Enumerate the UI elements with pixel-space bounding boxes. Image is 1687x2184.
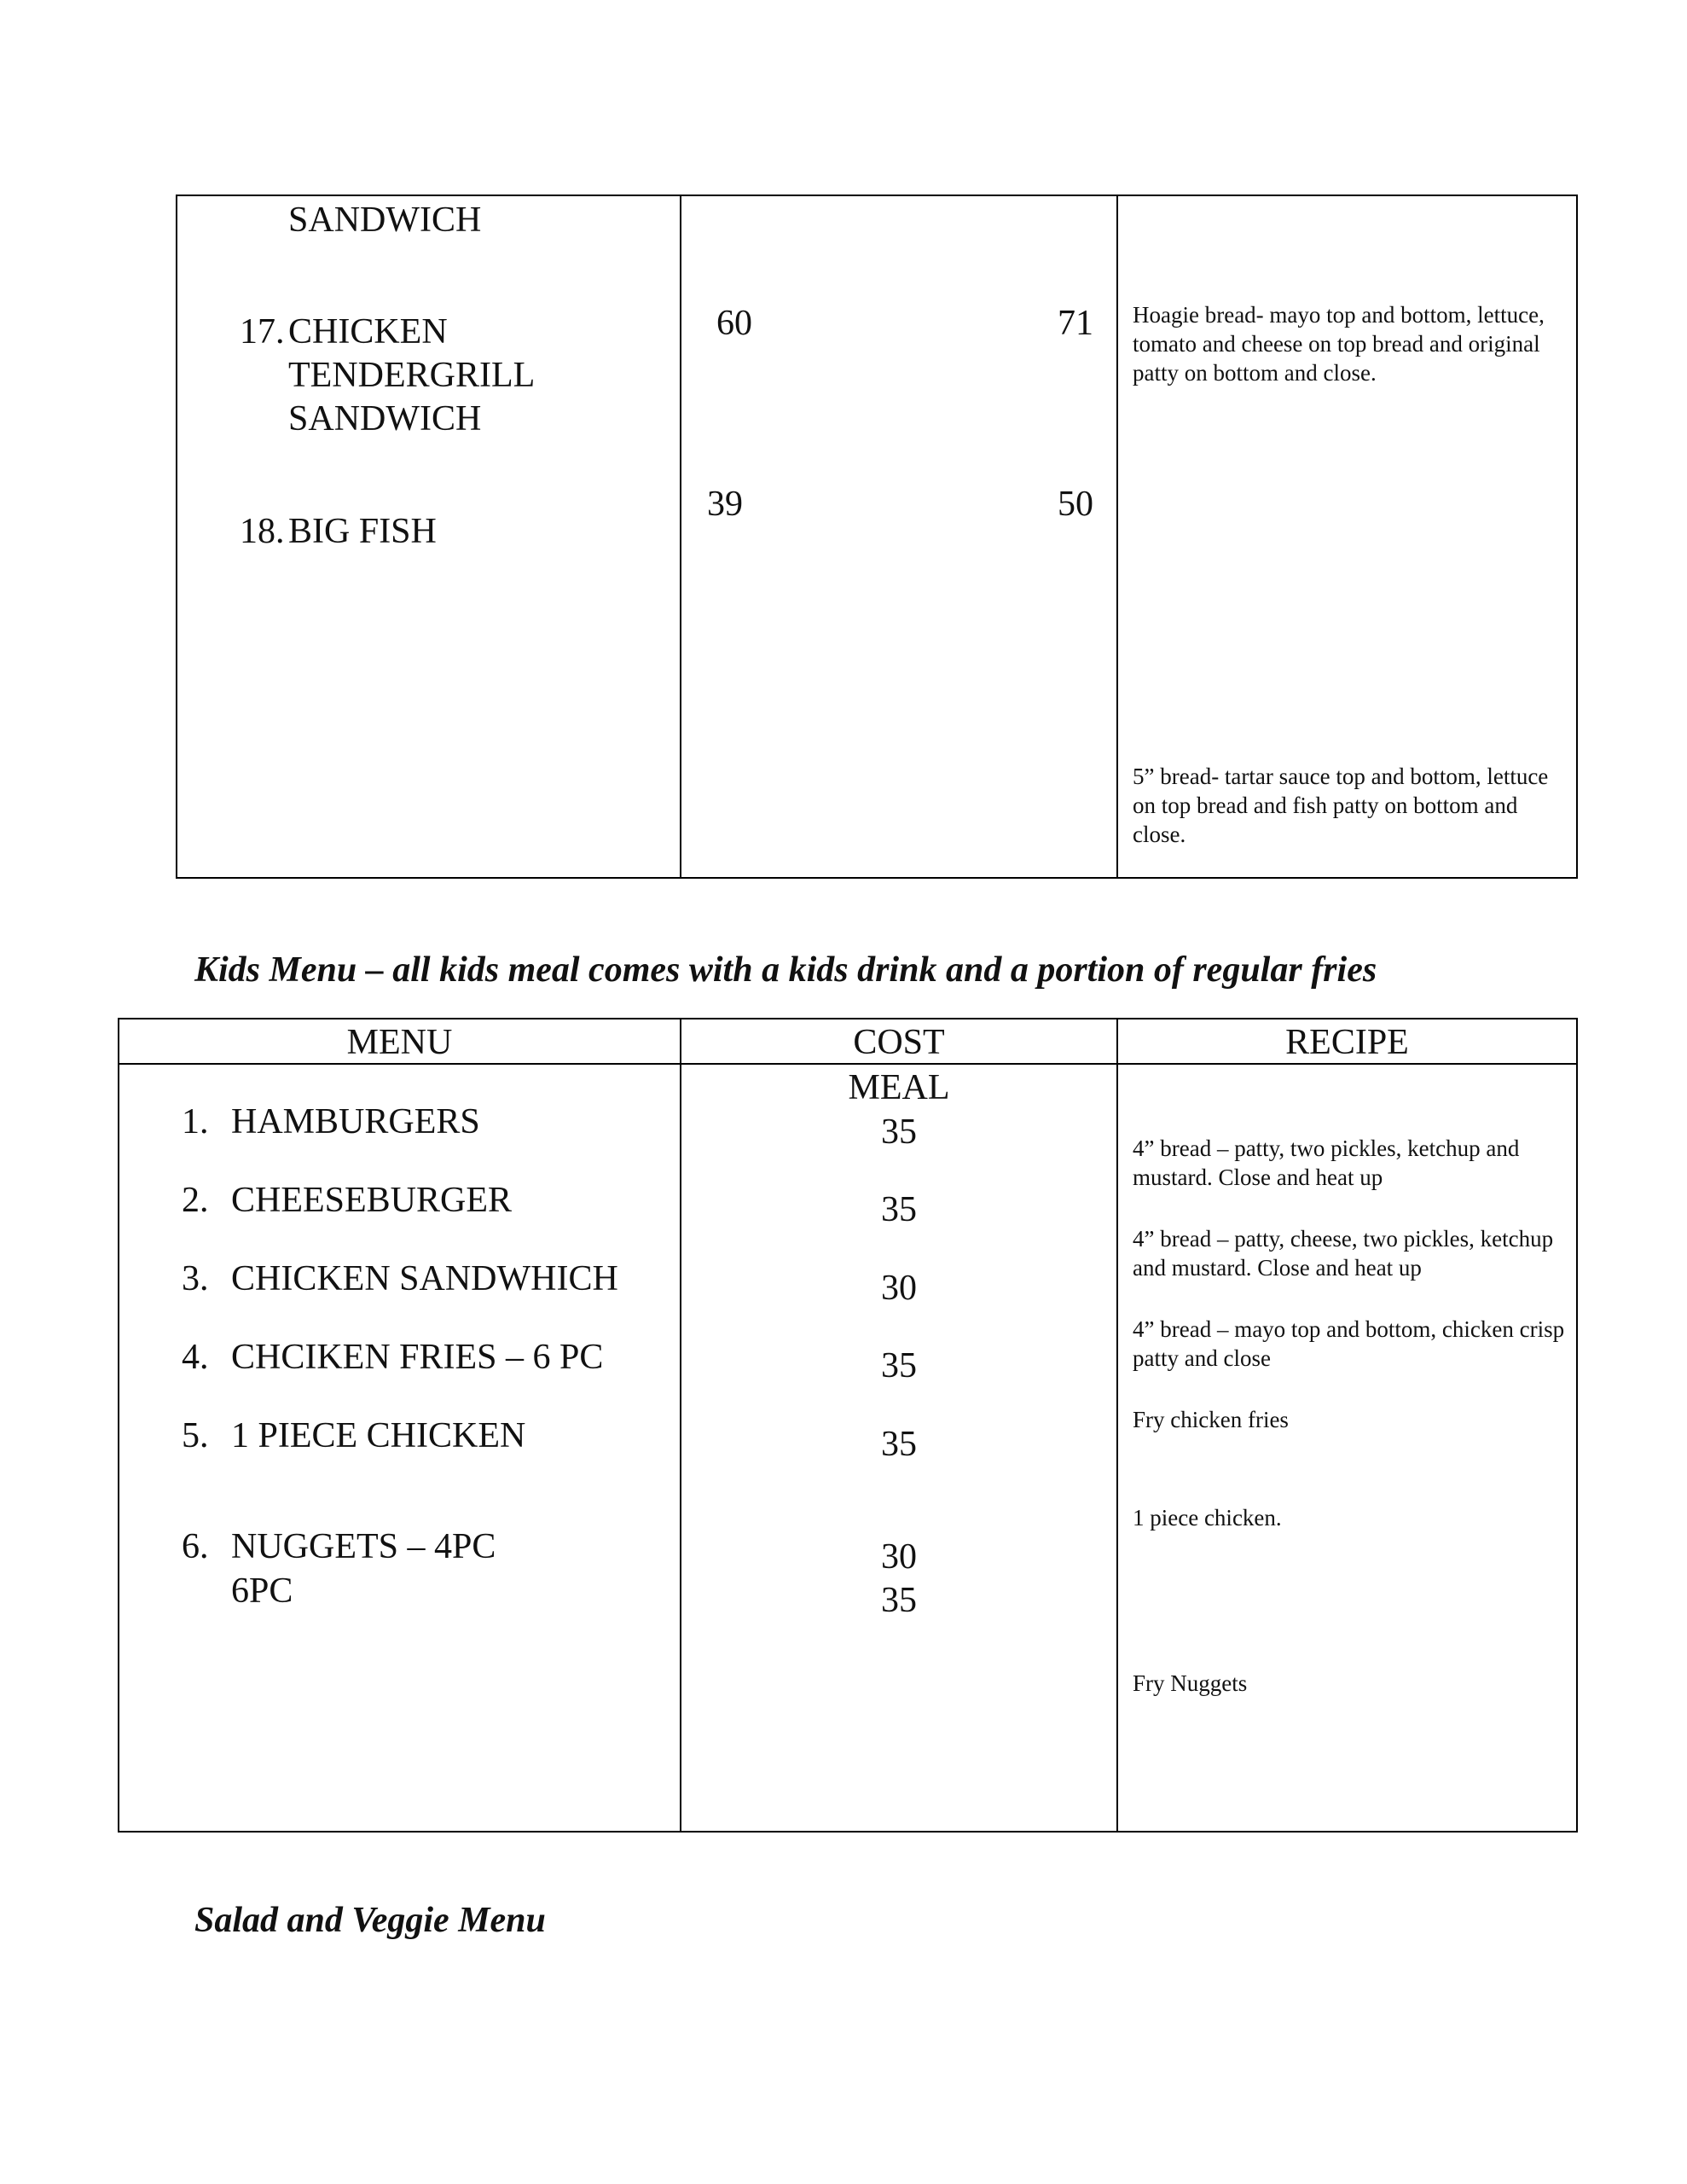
menu-item-continued: SANDWICH [288,200,482,240]
table1-border-left [176,195,177,879]
kids-item-number: 5. [182,1416,209,1455]
kids-recipe-text: 1 piece chicken. [1133,1505,1282,1531]
table1-border-right [1576,195,1578,879]
kids-item-name: CHCIKEN FRIES – 6 PC [231,1338,604,1377]
menu-item-name: TENDERGRILL [288,356,536,395]
item-cost: 39 [707,485,743,524]
kids-item-cost-alt: 35 [881,1581,917,1620]
kids-item-name: 1 PIECE CHICKEN [231,1416,526,1455]
kids-table-border-bottom [118,1831,1578,1833]
kids-recipe-text: Fry chicken fries [1133,1407,1289,1432]
kids-item-name: CHEESEBURGER [231,1181,513,1220]
column-header-cost: COST [853,1023,945,1062]
meal-cost: 50 [1058,485,1093,524]
table1-divider-2 [1116,195,1118,879]
kids-item-name-alt: 6PC [231,1571,293,1611]
menu-item-name: CHICKEN [288,312,448,351]
table1-divider-1 [680,195,681,879]
table1-border-top [176,195,1578,196]
meal-cost: 71 [1058,304,1093,343]
kids-table-border-left [118,1018,119,1833]
cost-subheader-meal: MEAL [848,1068,950,1107]
kids-item-cost: 35 [881,1346,917,1385]
kids-recipe-text: Fry Nuggets [1133,1670,1248,1696]
kids-table-border-top [118,1018,1578,1019]
kids-item-name: HAMBURGERS [231,1102,480,1141]
kids-item-name: CHICKEN SANDWHICH [231,1259,618,1298]
kids-item-number: 3. [182,1259,209,1298]
column-header-recipe: RECIPE [1285,1023,1409,1062]
item-cost: 60 [716,304,752,343]
kids-recipe-text: 4” bread – mayo top and bottom, chicken crisp patty and close [1133,1316,1565,1371]
kids-item-cost: 30 [881,1537,917,1577]
table1-border-bottom [176,877,1578,879]
kids-table-border-right [1576,1018,1578,1833]
menu-item-number: 18. [240,512,285,551]
kids-item-number: 2. [182,1181,209,1220]
kids-recipe-text: 4” bread – patty, two pickles, ketchup and mustard. Close and heat up [1133,1136,1520,1190]
kids-item-number: 6. [182,1527,209,1566]
kids-item-number: 4. [182,1338,209,1377]
kids-item-cost: 35 [881,1112,917,1152]
column-header-menu: MENU [346,1023,453,1062]
kids-menu-heading: Kids Menu – all kids meal comes with a kids drink and a portion of regular fries [194,950,1377,990]
recipe-text: 5” bread- tartar sauce top and bottom, lettuce on top bread and fish patty on bottom and close. [1133,764,1549,847]
kids-item-cost: 30 [881,1269,917,1308]
kids-item-cost: 35 [881,1425,917,1464]
salad-menu-heading: Salad and Veggie Menu [194,1901,546,1940]
kids-item-name: NUGGETS – 4PC [231,1527,496,1566]
menu-item-name: SANDWICH [288,399,482,439]
menu-item-number: 17. [240,312,285,351]
menu-item-name: BIG FISH [288,512,437,551]
kids-recipe-text: 4” bread – patty, cheese, two pickles, ketchup and mustard. Close and heat up [1133,1226,1554,1281]
kids-item-cost: 35 [881,1190,917,1229]
recipe-text: Hoagie bread- mayo top and bottom, lettuce, tomato and cheese on top bread and original patty on bottom and close. [1133,302,1545,386]
kids-item-number: 1. [182,1102,209,1141]
